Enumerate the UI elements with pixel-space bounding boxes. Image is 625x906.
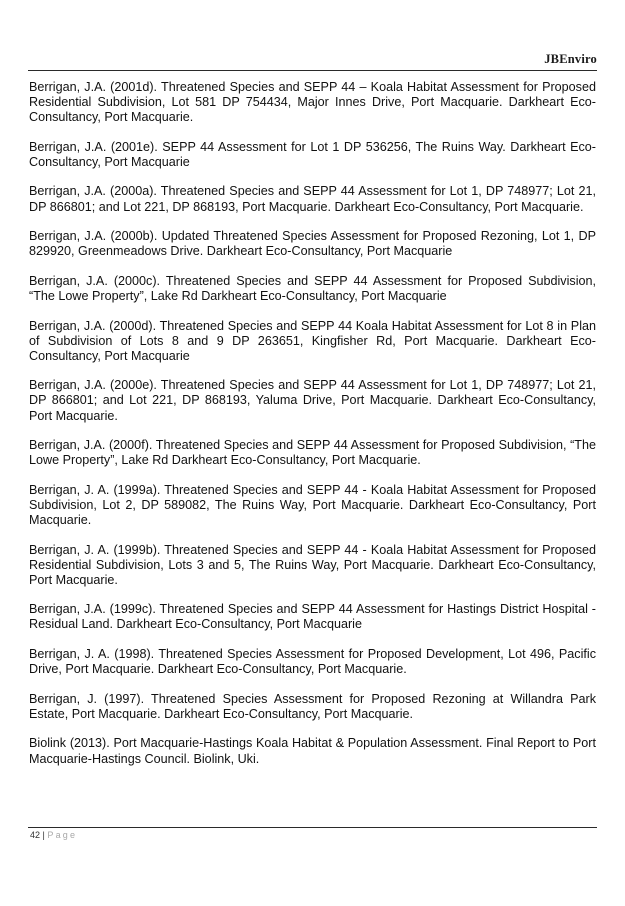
reference-entry: Berrigan, J. A. (1999a). Threatened Species and SEPP 44 - Koala Habitat Assessment for Proposed Subdivision, Lot 2, DP 589082, The Ruins Way, Port Macquarie. Darkheart Eco-Consultancy, Port Macquarie. <box>29 482 596 527</box>
reference-entry: Berrigan, J.A. (2000d). Threatened Species and SEPP 44 Koala Habitat Assessment for Lot 8 in Plan of Subdivision of Lots 8 and 9 DP 263651, Kingfisher Rd, Port Macquarie. Darkheart Eco-Consultancy, Port Macquarie <box>29 318 596 363</box>
reference-entry: Berrigan, J.A. (2000e). Threatened Species and SEPP 44 Assessment for Lot 1, DP 748977; Lot 21, DP 866801; and Lot 221, DP 868193, Yaluma Drive, Port Macquarie. Darkheart Eco-Consultancy, Port Macquarie. <box>29 378 596 423</box>
reference-entry: Berrigan, J.A. (2001d). Threatened Species and SEPP 44 – Koala Habitat Assessment for Proposed Residential Subdivision, Lot 581 DP 754434, Major Innes Drive, Port Macquarie. Darkheart Eco-Consultancy, Port Macquarie. <box>29 80 596 125</box>
reference-entry: Biolink (2013). Port Macquarie-Hastings Koala Habitat & Population Assessment. Final Report to Port Macquarie-Hastings Council. Biolink, Uki. <box>29 736 596 766</box>
reference-entry: Berrigan, J.A. (2001e). SEPP 44 Assessment for Lot 1 DP 536256, The Ruins Way. Darkheart Eco-Consultancy, Port Macquarie <box>29 139 596 169</box>
reference-entry: Berrigan, J. A. (1999b). Threatened Species and SEPP 44 - Koala Habitat Assessment for Proposed Residential Subdivision, Lots 3 and 5, The Ruins Way, Port Macquarie. Darkheart Eco-Consultancy, Port Macquarie. <box>29 542 596 587</box>
reference-entry: Berrigan, J. A. (1998). Threatened Species Assessment for Proposed Development, Lot 496, Pacific Drive, Port Macquarie. Darkheart Eco-Consultancy, Port Macquarie. <box>29 647 596 677</box>
reference-entry: Berrigan, J. (1997). Threatened Species Assessment for Proposed Rezoning at Willandra Park Estate, Port Macquarie. Darkheart Eco-Consultancy, Port Macquarie. <box>29 691 596 721</box>
reference-entry: Berrigan, J.A. (1999c). Threatened Species and SEPP 44 Assessment for Hastings District Hospital - Residual Land. Darkheart Eco-Consultancy, Port Macquarie <box>29 602 596 632</box>
page-header <box>28 52 597 71</box>
reference-entry: Berrigan, J.A. (2000a). Threatened Species and SEPP 44 Assessment for Lot 1, DP 748977; Lot 21, DP 866801; and Lot 221, DP 868193, Port Macquarie. Darkheart Eco-Consultancy, Port Macquarie. <box>29 184 596 214</box>
page-footer <box>30 830 77 840</box>
footer-separator: | <box>42 830 45 840</box>
header-brand: JBEnviro <box>544 52 597 66</box>
reference-list <box>29 80 596 781</box>
reference-entry: Berrigan, J.A. (2000f). Threatened Species and SEPP 44 Assessment for Proposed Subdivision, “The Lowe Property”, Lake Rd Darkheart Eco-Consultancy, Port Macquarie. <box>29 438 596 468</box>
page-word: Page <box>47 830 78 840</box>
reference-entry: Berrigan, J.A. (2000b). Updated Threatened Species Assessment for Proposed Rezoning, Lot 1, DP 829920, Greenmeadows Drive. Darkheart Eco-Consultancy, Port Macquarie <box>29 229 596 259</box>
reference-entry: Berrigan, J.A. (2000c). Threatened Species and SEPP 44 Assessment for Proposed Subdivision, “The Lowe Property”, Lake Rd Darkheart Eco-Consultancy, Port Macquarie <box>29 273 596 303</box>
page-number: 42 <box>30 830 41 840</box>
footer-divider <box>28 827 597 828</box>
